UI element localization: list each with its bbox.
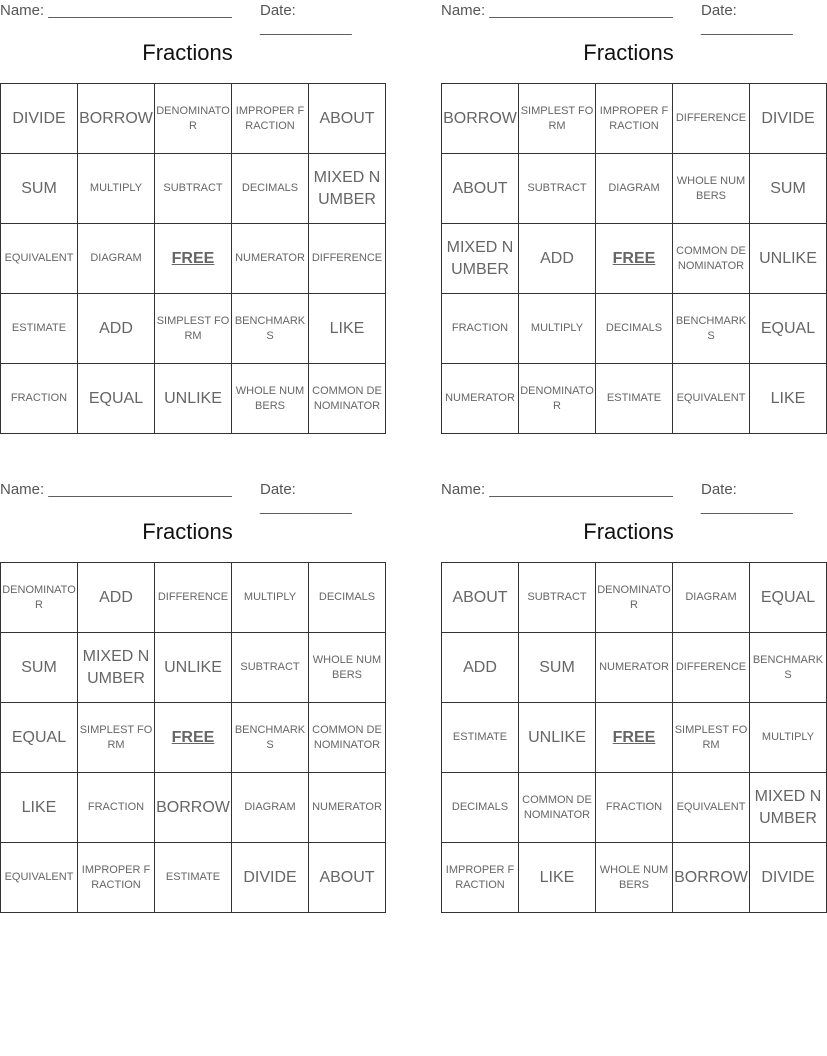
bingo-cell: BORROW: [673, 843, 750, 913]
bingo-cell: ESTIMATE: [1, 294, 78, 364]
card-title: Fractions: [142, 519, 233, 544]
bingo-cell: BENCHMARKS: [232, 294, 309, 364]
bingo-cell: EQUIVALENT: [673, 364, 750, 434]
bingo-cell: SUM: [1, 154, 78, 224]
bingo-cell: BORROW: [155, 773, 232, 843]
free-space: FREE: [155, 224, 232, 294]
bingo-cell: LIKE: [519, 843, 596, 913]
bingo-cell: SIMPLEST FORM: [673, 703, 750, 773]
name-field-label: Name: ______________________: [0, 481, 232, 498]
grid-row: [442, 773, 827, 843]
bingo-cell: MULTIPLY: [232, 563, 309, 633]
bingo-cell: DIVIDE: [232, 843, 309, 913]
bingo-cell: COMMON DENOMINATOR: [309, 364, 386, 434]
bingo-cell: IMPROPER FRACTION: [596, 84, 673, 154]
bingo-cell: NUMERATOR: [232, 224, 309, 294]
bingo-cell: SIMPLEST FORM: [155, 294, 232, 364]
bingo-cell: DECIMALS: [232, 154, 309, 224]
bingo-cell: IMPROPER FRACTION: [78, 843, 155, 913]
bingo-grid: [0, 83, 386, 434]
date-field-label: Date: ___________: [260, 2, 352, 36]
bingo-cell: LIKE: [750, 364, 827, 434]
grid-row: [442, 843, 827, 913]
bingo-cell: ABOUT: [309, 84, 386, 154]
bingo-cell: DIFFERENCE: [673, 84, 750, 154]
grid-row: [442, 294, 827, 364]
bingo-cell: ADD: [78, 563, 155, 633]
date-field-label: Date: ___________: [260, 481, 352, 515]
bingo-cell: MULTIPLY: [78, 154, 155, 224]
bingo-cell: DENOMINATOR: [155, 84, 232, 154]
bingo-cell: UNLIKE: [155, 633, 232, 703]
grid-row: [1, 224, 386, 294]
bingo-cell: DIFFERENCE: [309, 224, 386, 294]
bingo-cell: SUBTRACT: [232, 633, 309, 703]
bingo-cell: SUBTRACT: [155, 154, 232, 224]
bingo-cell: EQUIVALENT: [1, 224, 78, 294]
bingo-grid: [441, 562, 827, 913]
bingo-cell: EQUAL: [750, 563, 827, 633]
name-field-label: Name: ______________________: [0, 2, 232, 19]
card-title: Fractions: [583, 519, 674, 544]
bingo-cell: ABOUT: [442, 563, 519, 633]
bingo-cell: DIAGRAM: [673, 563, 750, 633]
bingo-grid: [441, 83, 827, 434]
card-header: [441, 479, 816, 515]
bingo-cell: SUBTRACT: [519, 563, 596, 633]
bingo-cell: LIKE: [309, 294, 386, 364]
name-field-label: Name: ______________________: [441, 481, 673, 498]
bingo-cell: BENCHMARKS: [750, 633, 827, 703]
bingo-cell: DECIMALS: [596, 294, 673, 364]
bingo-cell: NUMERATOR: [309, 773, 386, 843]
bingo-cell: BORROW: [78, 84, 155, 154]
bingo-cell: UNLIKE: [155, 364, 232, 434]
bingo-cell: DIAGRAM: [232, 773, 309, 843]
bingo-cell: BENCHMARKS: [232, 703, 309, 773]
grid-row: [1, 773, 386, 843]
grid-row: [442, 563, 827, 633]
bingo-cell: NUMERATOR: [442, 364, 519, 434]
grid-row: [442, 703, 827, 773]
bingo-cell: FRACTION: [442, 294, 519, 364]
bingo-cell: SUBTRACT: [519, 154, 596, 224]
bingo-cell: WHOLE NUMBERS: [596, 843, 673, 913]
grid-row: [1, 364, 386, 434]
free-space: FREE: [596, 703, 673, 773]
bingo-cell: MULTIPLY: [519, 294, 596, 364]
bingo-cell: SUM: [1, 633, 78, 703]
bingo-grid: [0, 562, 386, 913]
grid-row: [442, 364, 827, 434]
bingo-cell: DENOMINATOR: [1, 563, 78, 633]
bingo-cell: ABOUT: [442, 154, 519, 224]
bingo-cell: ADD: [78, 294, 155, 364]
name-field-label: Name: ______________________: [441, 2, 673, 19]
bingo-cell: WHOLE NUMBERS: [232, 364, 309, 434]
bingo-cell: DIFFERENCE: [155, 563, 232, 633]
card-header: [441, 0, 816, 36]
bingo-cell: EQUAL: [750, 294, 827, 364]
bingo-cell: DIAGRAM: [596, 154, 673, 224]
bingo-cell: SIMPLEST FORM: [78, 703, 155, 773]
bingo-cell: UNLIKE: [750, 224, 827, 294]
bingo-cell: DIVIDE: [1, 84, 78, 154]
bingo-cell: ESTIMATE: [442, 703, 519, 773]
free-space: FREE: [596, 224, 673, 294]
free-space: FREE: [155, 703, 232, 773]
bingo-cell: MULTIPLY: [750, 703, 827, 773]
bingo-cell: FRACTION: [596, 773, 673, 843]
bingo-cell: COMMON DENOMINATOR: [673, 224, 750, 294]
grid-row: [1, 294, 386, 364]
bingo-cell: DENOMINATOR: [519, 364, 596, 434]
bingo-cell: UNLIKE: [519, 703, 596, 773]
grid-row: [442, 633, 827, 703]
bingo-cell: DIAGRAM: [78, 224, 155, 294]
bingo-cell: ESTIMATE: [155, 843, 232, 913]
card-header: [0, 0, 375, 36]
grid-row: [442, 84, 827, 154]
card-header: [0, 479, 375, 515]
bingo-cell: FRACTION: [78, 773, 155, 843]
bingo-cell: ABOUT: [309, 843, 386, 913]
bingo-cell: MIXED NUMBER: [309, 154, 386, 224]
bingo-cell: DECIMALS: [442, 773, 519, 843]
grid-row: [1, 84, 386, 154]
grid-row: [1, 703, 386, 773]
bingo-cell: EQUIVALENT: [673, 773, 750, 843]
bingo-cell: WHOLE NUMBERS: [673, 154, 750, 224]
card-title: Fractions: [583, 40, 674, 65]
bingo-cell: EQUAL: [78, 364, 155, 434]
bingo-cell: EQUAL: [1, 703, 78, 773]
grid-row: [1, 633, 386, 703]
bingo-cell: IMPROPER FRACTION: [232, 84, 309, 154]
bingo-cell: EQUIVALENT: [1, 843, 78, 913]
bingo-cell: FRACTION: [1, 364, 78, 434]
bingo-cell: MIXED NUMBER: [78, 633, 155, 703]
bingo-cell: LIKE: [1, 773, 78, 843]
bingo-cell: DIFFERENCE: [673, 633, 750, 703]
grid-row: [1, 843, 386, 913]
bingo-cell: ESTIMATE: [596, 364, 673, 434]
bingo-cell: MIXED NUMBER: [750, 773, 827, 843]
date-field-label: Date: ___________: [701, 2, 793, 36]
bingo-cell: IMPROPER FRACTION: [442, 843, 519, 913]
grid-row: [1, 154, 386, 224]
grid-row: [1, 563, 386, 633]
bingo-cell: DENOMINATOR: [596, 563, 673, 633]
bingo-cell: DECIMALS: [309, 563, 386, 633]
bingo-cell: COMMON DENOMINATOR: [519, 773, 596, 843]
bingo-cell: ADD: [519, 224, 596, 294]
bingo-cell: SUM: [750, 154, 827, 224]
bingo-cell: SIMPLEST FORM: [519, 84, 596, 154]
date-field-label: Date: ___________: [701, 481, 793, 515]
bingo-cell: DIVIDE: [750, 843, 827, 913]
bingo-cell: COMMON DENOMINATOR: [309, 703, 386, 773]
bingo-cell: DIVIDE: [750, 84, 827, 154]
bingo-cell: BENCHMARKS: [673, 294, 750, 364]
grid-row: [442, 154, 827, 224]
bingo-cell: SUM: [519, 633, 596, 703]
card-title: Fractions: [142, 40, 233, 65]
bingo-cell: MIXED NUMBER: [442, 224, 519, 294]
bingo-cell: WHOLE NUMBERS: [309, 633, 386, 703]
bingo-cell: BORROW: [442, 84, 519, 154]
grid-row: [442, 224, 827, 294]
bingo-cell: NUMERATOR: [596, 633, 673, 703]
bingo-cell: ADD: [442, 633, 519, 703]
